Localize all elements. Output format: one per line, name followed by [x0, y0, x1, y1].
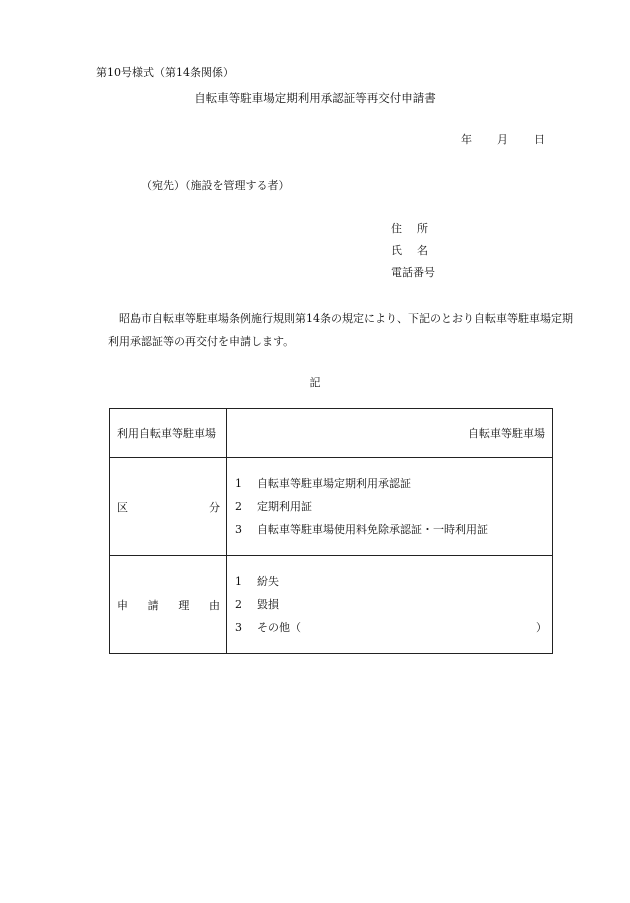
applicant-address-label: 住所	[391, 222, 443, 235]
category-label	[110, 499, 226, 515]
reason-label-cell	[110, 556, 227, 654]
category-label-char: 区	[117, 500, 128, 514]
category-option	[235, 518, 552, 541]
option-number: 3	[235, 523, 242, 536]
option-number: 2	[235, 598, 242, 611]
date-day-label: 日	[534, 133, 545, 146]
option-text: 毀損	[257, 598, 279, 611]
reason-label-char: 理	[178, 598, 190, 612]
other-reason-close: ）	[536, 621, 547, 634]
category-options	[227, 458, 553, 556]
document-title: 自転車等駐車場定期利用承認証等再交付申請書	[194, 91, 436, 105]
reason-option	[235, 570, 552, 593]
date-year-label: 年	[461, 133, 472, 146]
other-reason-field	[257, 616, 547, 639]
reason-label-char: 請	[147, 598, 159, 612]
reason-label	[110, 597, 226, 613]
applicant-name-label: 氏名	[391, 244, 443, 257]
application-table	[109, 408, 553, 654]
option-text: 紛失	[257, 575, 279, 588]
form-number: 第10号様式（第14条関係）	[96, 66, 234, 79]
ki-heading: 記	[309, 376, 321, 389]
option-number: 1	[235, 575, 242, 588]
category-option	[235, 472, 552, 495]
option-text: 自転車等駐車場定期利用承認証	[257, 477, 411, 490]
reason-options	[227, 556, 553, 654]
applicant-phone-label: 電話番号	[391, 266, 435, 279]
other-reason-open: その他（	[257, 621, 301, 634]
addressee: （宛先）（施設を管理する者）	[141, 179, 290, 192]
option-text: 定期利用証	[257, 500, 312, 513]
reason-label-char: 由	[208, 598, 220, 612]
option-number: 3	[235, 621, 242, 634]
reason-option	[235, 593, 552, 616]
category-label-cell	[110, 458, 227, 556]
category-row	[110, 458, 553, 556]
option-number: 2	[235, 500, 242, 513]
facility-label: 利用自転車等駐車場	[110, 409, 227, 458]
date-month-label: 月	[497, 133, 508, 146]
category-label-char: 分	[209, 500, 220, 514]
option-number: 1	[235, 477, 242, 490]
application-statement: 昭島市自転車等駐車場条例施行規則第14条の規定により、下記のとおり自転車等駐車場定期利用承認証等の再交付を申請します。	[108, 312, 573, 348]
reason-option-other	[235, 616, 552, 639]
reason-label-char: 申	[117, 598, 128, 612]
reason-row	[110, 556, 553, 654]
facility-value: 自転車等駐車場	[227, 409, 553, 458]
category-option	[235, 495, 552, 518]
facility-row	[110, 409, 553, 458]
option-text: 自転車等駐車場使用料免除承認証・一時利用証	[257, 523, 488, 536]
